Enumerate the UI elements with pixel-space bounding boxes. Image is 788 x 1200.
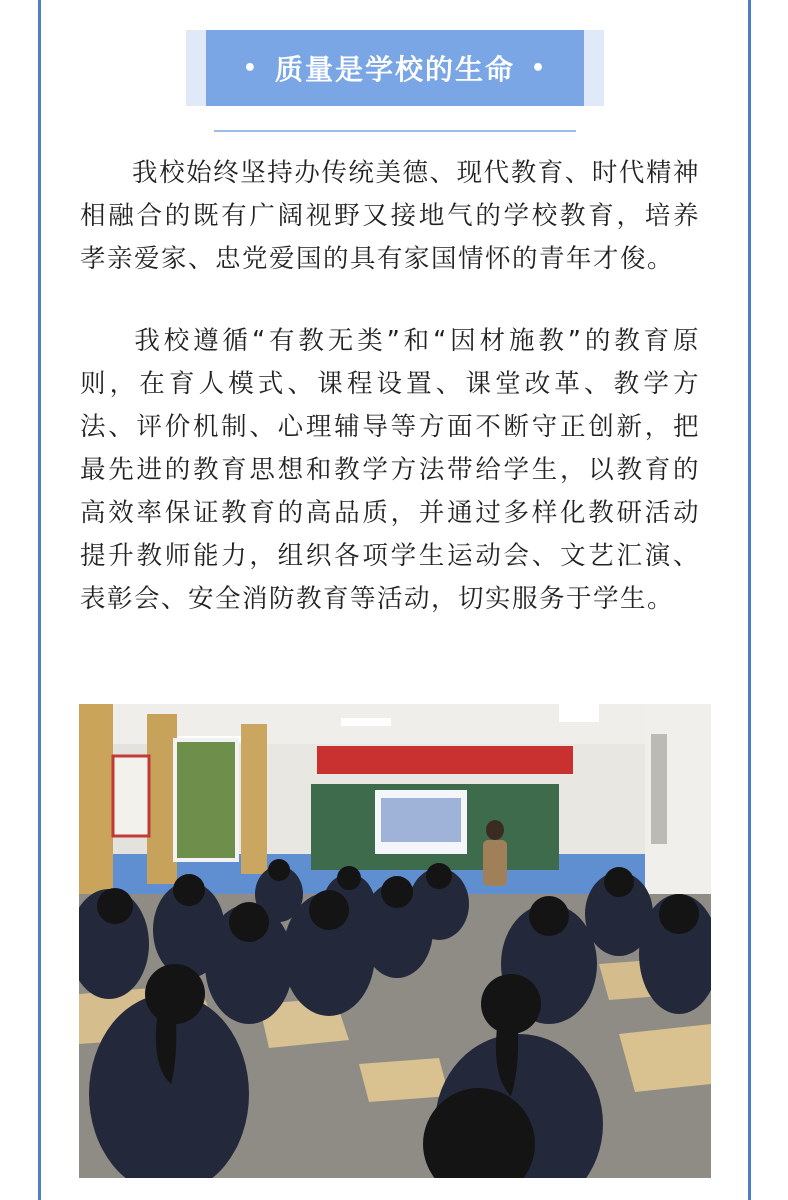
bullet-dot-icon: •: [242, 55, 259, 81]
right-border: [748, 0, 751, 1200]
paragraph-1: [80, 152, 700, 281]
title-underline: [214, 130, 576, 132]
paragraph-2: [80, 320, 700, 621]
left-border: [38, 0, 41, 1200]
section-title: 质量是学校的生命: [274, 53, 515, 86]
classroom-illustration: [79, 704, 711, 1178]
paragraph-2-text: 我校遵循“有教无类”和“因材施教”的教育原则，在育人模式、课程设置、课堂改革、教学方法、评价机制、心理辅导等方面不断守正创新，把最先进的教育思想和教学方法带给学生，以教育的高效率保证教育的高品质，并通过多样化教研活动提升教师能力，组织各项学生运动会、文艺汇演、表彰会、安全消防教育等活动，切实服务于学生。: [80, 326, 700, 614]
section-title-banner: [186, 30, 604, 112]
bullet-dot-icon: •: [531, 55, 548, 81]
title-box: [206, 30, 584, 106]
paragraph-1-text: 我校始终坚持办传统美德、现代教育、时代精神相融合的既有广阔视野又接地气的学校教育，培养孝亲爱家、忠党爱国的具有家国情怀的青年才俊。: [80, 158, 700, 274]
classroom-photo: [79, 704, 711, 1178]
